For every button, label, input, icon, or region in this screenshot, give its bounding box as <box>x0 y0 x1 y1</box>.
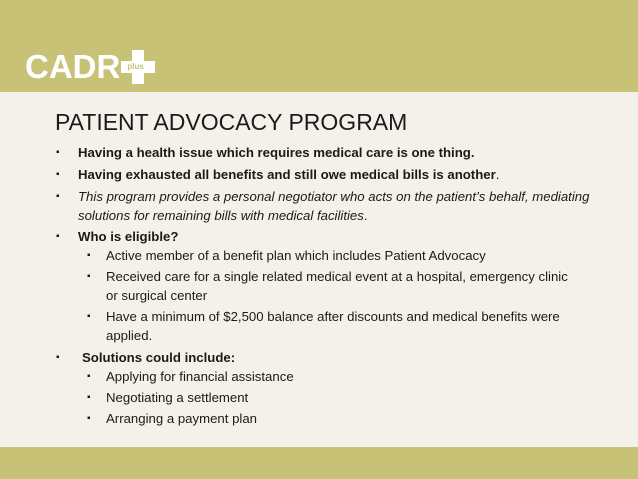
bullet-marker: ▪ <box>87 413 91 424</box>
bullet-item <box>0 187 638 225</box>
bullet-marker: ▪ <box>87 271 91 282</box>
sub-bullet-item <box>0 367 638 386</box>
bullet-marker: ▪ <box>56 231 60 242</box>
bullet-marker: ▪ <box>87 371 91 382</box>
bullet-text: Who is eligible? <box>78 229 179 244</box>
sub-bullet-text: Negotiating a settlement <box>106 390 249 405</box>
bullet-text: Having exhausted all benefits and still owe medical bills is another <box>78 167 496 182</box>
logo-plus-tag: plus <box>127 62 144 71</box>
footer-band <box>0 447 638 479</box>
bullet-marker: ▪ <box>87 311 91 322</box>
sub-bullet-text: Active member of a benefit plan which includes Patient Advocacy <box>106 248 486 263</box>
sub-bullet-item <box>0 246 638 265</box>
bullet-marker: ▪ <box>56 191 60 202</box>
bullet-marker: ▪ <box>87 392 91 403</box>
logo-wordmark: CADR <box>25 48 121 85</box>
bullet-marker: ▪ <box>56 169 60 180</box>
bullet-item <box>0 348 638 367</box>
sub-bullet-text: Have a minimum of $2,500 balance after discounts and medical benefits were applied. <box>106 309 560 343</box>
sub-bullet-text: Received care for a single related medical event at a hospital, emergency clinic or surgical center <box>106 269 568 303</box>
bullet-text: This program provides a personal negotiator who acts on the patient’s behalf, mediating solutions for remaining bills with medical facilities <box>78 189 590 223</box>
sub-bullet-item <box>0 307 638 345</box>
slide-title: PATIENT ADVOCACY PROGRAM <box>55 109 408 135</box>
bullet-text: Having a health issue which requires medical care is one thing. <box>78 145 475 160</box>
bullet-item <box>0 165 638 184</box>
bullet-text-end: . <box>495 167 500 182</box>
cadr-plus-logo <box>25 50 155 84</box>
bullet-marker: ▪ <box>87 250 91 261</box>
bullet-marker: ▪ <box>56 147 60 158</box>
plus-cross-icon <box>121 50 155 84</box>
sub-bullet-item <box>0 267 638 305</box>
sub-bullet-item <box>0 409 638 428</box>
bullet-item <box>0 143 638 162</box>
sub-bullet-text: Arranging a payment plan <box>106 411 258 426</box>
sub-bullet-text: Applying for financial assistance <box>106 369 294 384</box>
sub-bullet-item <box>0 388 638 407</box>
bullet-marker: ▪ <box>56 352 60 363</box>
bullet-list <box>0 143 638 428</box>
bullet-text: Solutions could include: <box>82 350 236 365</box>
bullet-item <box>0 227 638 246</box>
bullet-text-end: . <box>363 208 368 223</box>
